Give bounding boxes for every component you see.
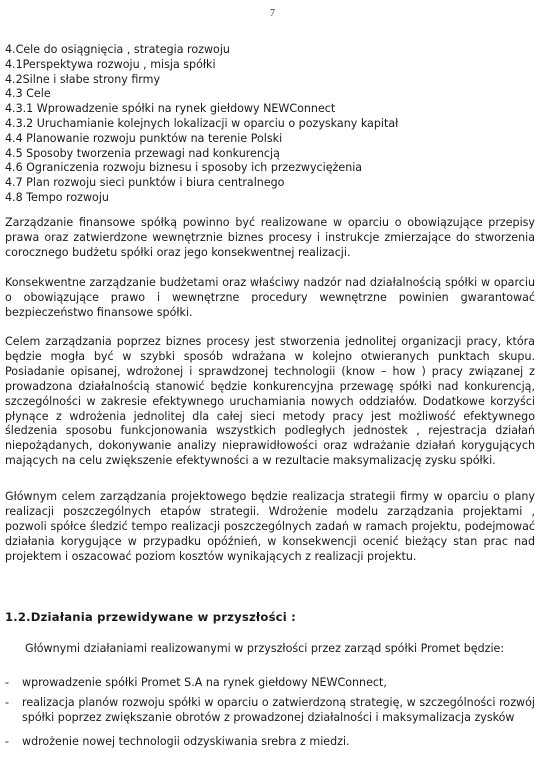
bullet-marker: -: [5, 676, 10, 689]
toc-item: 4.1Perspektywa rozwoju , misja spółki: [5, 57, 216, 71]
list-item: [5, 735, 535, 750]
toc-item: 4.7 Plan rozwoju sieci punktów i biura centralnego: [5, 176, 285, 190]
section-heading: 1.2.Działania przewidywane w przyszłości :: [5, 610, 296, 624]
toc-item: 4.4 Planowanie rozwoju punktów na terenie Polski: [5, 131, 283, 145]
list-item-text: wprowadzenie spółki Promet S.A na rynek giełdowy NEWConnect,: [22, 676, 387, 689]
paragraph-budget-management: Konsekwentne zarządzanie budżetami oraz właściwy nadzór nad działalnością spółki w oparciu o obowiązujące prawo i wewnętrzne procedury wewnętrzne powinien gwarantować bezpieczeństwo finansowe spółki.: [5, 276, 535, 319]
toc-item: 4.3.2 Uruchamianie kolejnych lokalizacji w oparciu o pozyskany kapitał: [5, 116, 399, 130]
paragraph-project-management: Głównym celem zarządzania projektowego będzie realizacja strategii firmy w oparciu o plany realizacji poszczególnych etapów strategii. Wdrożenie modelu zarządzania projektami , pozwoli spółce śledzić tempo realizacji poszczególnych zadań w ramach projektu, podejmować działania korygujące w przypadku opóźnień, w konsekwencji ocenić bieżący stan prac nad projektem i oszacować poziom kosztów wynikających z realizacji projektu.: [5, 490, 535, 563]
toc-item: 4.6 Ograniczenia rozwoju biznesu i sposoby ich przezwyciężenia: [5, 161, 363, 175]
toc-item: 4.2Silne i słabe strony firmy: [5, 72, 161, 86]
table-of-contents: [5, 43, 535, 206]
action-list: [5, 676, 535, 755]
bullet-marker: -: [5, 735, 10, 749]
list-item: [5, 696, 535, 726]
page-number: 7: [270, 8, 275, 19]
toc-item: 4.3 Cele: [5, 87, 51, 101]
section-intro: Głównymi działaniami realizowanymi w przyszłości przez zarząd spółki Promet będzie:: [25, 642, 505, 655]
paragraph-financial-management: Zarządzanie finansowe spółką powinno być realizowane w oparciu o obowiązujące przepisy prawa oraz zatwierdzone wewnętrznie biznes procesy i instrukcje zmierzające do stworzenia corocznego budżetu spółki oraz jego konsekwentnej realizacji.: [5, 216, 535, 259]
paragraph-business-processes: Celem zarządzania poprzez biznes procesy jest stworzenia jednolitej organizacji pracy, która będzie mogła być w szybki sposób wdrażana w kolejno otwieranych punktach skupu. Posiadanie opisanej, wdrożonej i sprawdzonej technologii (know – how ) pracy związanej z prowadzona działalnością stanowić będzie konkurencyjna przewagę spółki nad konkurencją, szczególności w zakresie efektywnego uruchamiania nowych oddziałów. Dodatkowe korzyści płynące z wdrożenia jednolitej dla całej sieci metody pracy jest możliwość efektywnego śledzenia sposobu funkcjonowania wszystkich podległych jednostek , rejestracja działań niepożądanych, dokonywanie analizy nieprawidłowości oraz wdrażanie działań korygujących mających na celu zwiększenie efektywności a w rezultacie maksymalizację zysku spółki.: [5, 335, 535, 468]
list-item-text: wdrożenie nowej technologii odzyskiwania srebra z miedzi.: [22, 735, 350, 749]
toc-item: 4.5 Sposoby tworzenia przewagi nad konkurencją: [5, 146, 280, 160]
toc-item: 4.8 Tempo rozwoju: [5, 190, 109, 204]
bullet-marker: -: [5, 695, 10, 709]
list-item: [5, 676, 535, 691]
toc-item: 4.3.1 Wprowadzenie spółki na rynek giełdowy NEWConnect: [5, 102, 336, 116]
toc-item: 4.Cele do osiągnięcia , strategia rozwoju: [5, 43, 230, 56]
list-item-text: realizacja planów rozwoju spółki w oparciu o zatwierdzoną strategię, w szczególności rozwój spółki poprzez zwiększanie obrotów z prowadzonej działalności i maksymalizacja zysków: [22, 695, 535, 724]
